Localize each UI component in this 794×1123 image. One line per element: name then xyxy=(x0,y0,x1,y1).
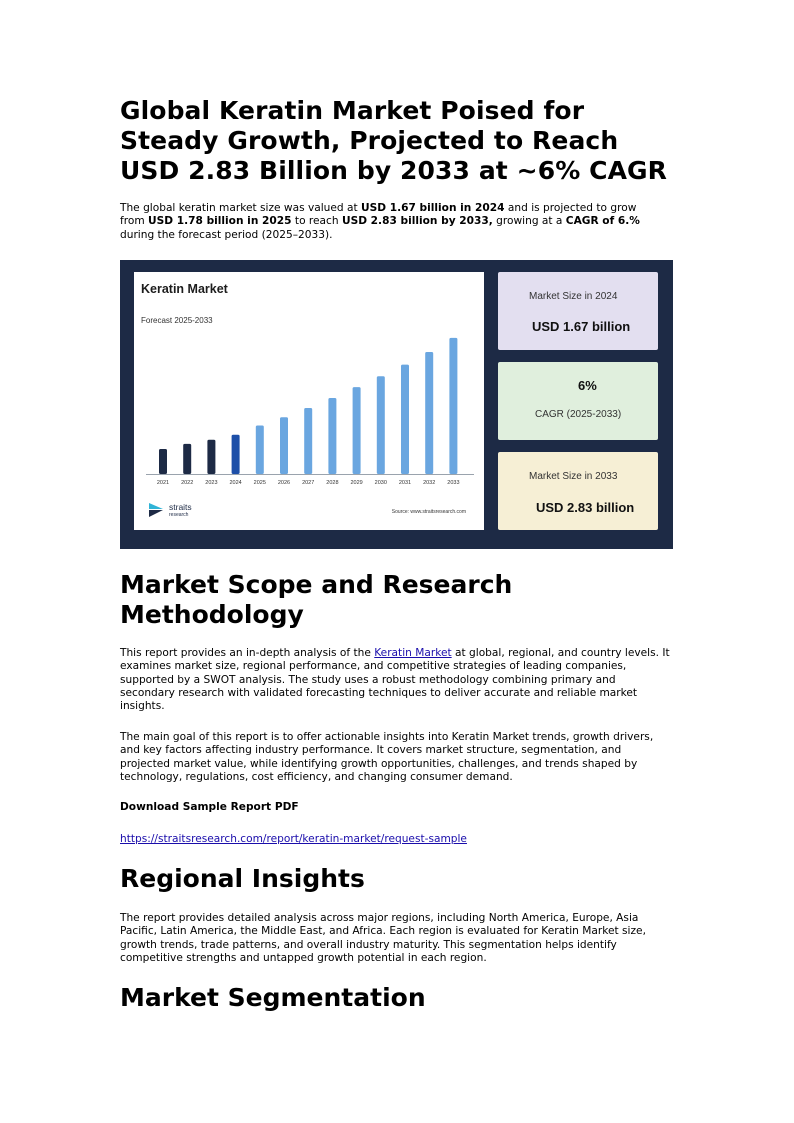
section-heading-scope: Market Scope and Research Methodology xyxy=(120,570,513,629)
x-tick-label: 2025 xyxy=(253,480,266,486)
download-link-paragraph xyxy=(120,833,467,846)
straits-logo-icon xyxy=(147,501,165,519)
chart-bar-2030 xyxy=(377,376,385,474)
intro-text: growing at a xyxy=(492,215,566,228)
intro-highlight: CAGR of 6.% xyxy=(565,215,640,228)
chart-bar-2032 xyxy=(425,352,433,474)
chart-bar-2028 xyxy=(328,398,336,474)
stat-value: 6% xyxy=(578,378,597,393)
chart-bar-2029 xyxy=(353,387,361,474)
x-tick-label: 2022 xyxy=(181,480,194,486)
chart-bar-2023 xyxy=(207,440,215,474)
intro-text: and is projected to grow from xyxy=(120,202,637,228)
section-heading-segmentation: Market Segmentation xyxy=(120,983,426,1012)
chart-bar-2027 xyxy=(304,408,312,474)
x-tick-label: 2031 xyxy=(398,480,412,486)
x-tick-label: 2024 xyxy=(229,480,242,486)
chart-bar-2031 xyxy=(401,365,409,474)
chart-card xyxy=(134,272,484,530)
intro-highlight: USD 1.78 billion in 2025 xyxy=(148,215,292,228)
scope-paragraph-2: The main goal of this report is to offer actionable insights into Keratin Market trends, growth drivers, and key factors affecting industry performance. It covers market structure, segmentation, and projected market value, while identifying growth opportunities, challenges, and trends shaped by technology, regulations, cost efficiency, and changing consumer demand. xyxy=(120,731,654,783)
stat-label: CAGR (2025-2033) xyxy=(535,409,622,420)
chart-bar-2021 xyxy=(159,449,167,474)
stat-label: Market Size in 2024 xyxy=(529,291,618,302)
section-heading-regional: Regional Insights xyxy=(120,864,365,893)
logo-text xyxy=(169,503,192,519)
chart-subtitle: Forecast 2025-2033 xyxy=(141,316,213,325)
scope-paragraph-1 xyxy=(120,647,672,713)
chart-source: Source: www.straitsresearch.com xyxy=(391,509,466,515)
x-tick-label: 2027 xyxy=(302,480,315,486)
stat-card-2033 xyxy=(498,452,658,530)
chart-bar-2025 xyxy=(256,426,264,474)
intro-text: to reach xyxy=(291,215,342,228)
scope-text: at global, regional, and country levels. It examines market size, regional performance, and competitive strategies of leading companies, supported by a SWOT analysis. The study uses a robust methodology combining primary and secondary research with validated forecasting techniques to deliver accurate and reliable market insights. xyxy=(120,647,670,713)
market-infographic xyxy=(120,260,673,549)
stat-value: USD 2.83 billion xyxy=(536,500,635,515)
page-title: Global Keratin Market Poised for Steady Growth, Projected to Reach USD 2.83 Billion by 2033 at ~6% CAGR xyxy=(120,96,668,185)
stat-label: Market Size in 2033 xyxy=(529,471,618,482)
x-tick-label: 2021 xyxy=(156,480,170,486)
intro-text: The global keratin market size was valued at xyxy=(120,202,362,214)
chart-bar-2033 xyxy=(449,338,457,474)
logo-sub: research xyxy=(169,512,189,518)
keratin-market-link[interactable]: Keratin Market xyxy=(374,647,452,659)
x-tick-label: 2023 xyxy=(205,480,218,486)
logo-name: straits xyxy=(169,502,192,512)
x-tick-label: 2026 xyxy=(277,480,291,486)
regional-paragraph: The report provides detailed analysis across major regions, including North America, Europe, Asia Pacific, Latin America, the Middle East, and Africa. Each region is evaluated for Keratin Market size, growth trends, trade patterns, and overall industry maturity. This segmentation helps identify competitive strengths and untapped growth potential in each region. xyxy=(120,912,646,964)
download-label: Download Sample Report PDF xyxy=(120,801,299,813)
stat-card-cagr xyxy=(498,362,658,440)
stat-value: USD 1.67 billion xyxy=(532,319,631,334)
intro-text: during the forecast period (2025–2033). xyxy=(120,228,333,241)
x-tick-label: 2032 xyxy=(423,480,436,486)
x-tick-label: 2030 xyxy=(374,480,387,486)
intro-highlight: USD 2.83 billion by 2033, xyxy=(341,215,493,228)
scope-text: This report provides an in-depth analysis of the xyxy=(120,647,375,659)
chart-bar-2024 xyxy=(232,435,240,474)
bar-chart xyxy=(134,272,484,530)
intro-highlight: USD 1.67 billion in 2024 xyxy=(361,202,505,214)
intro-paragraph xyxy=(120,202,660,242)
x-tick-label: 2033 xyxy=(447,480,460,486)
stat-card-2024 xyxy=(498,272,658,350)
chart-bar-2026 xyxy=(280,417,288,474)
x-tick-label: 2029 xyxy=(350,480,363,486)
chart-title: Keratin Market xyxy=(141,282,228,296)
chart-bar-2022 xyxy=(183,444,191,474)
download-sample-link[interactable]: https://straitsresearch.com/report/keratin-market/request-sample xyxy=(120,833,467,845)
x-tick-label: 2028 xyxy=(326,480,339,486)
